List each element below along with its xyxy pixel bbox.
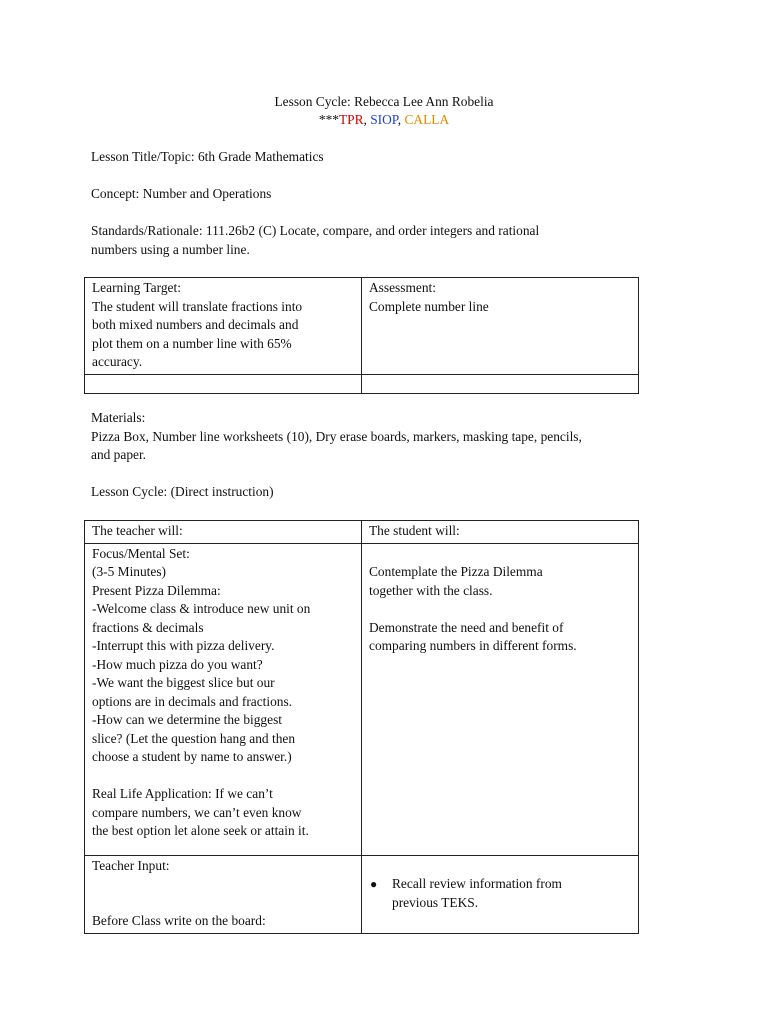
materials-label: Materials: xyxy=(91,410,146,425)
focus-text: -How much pizza do you want? xyxy=(92,656,263,672)
student-demo-text: comparing numbers in different forms. xyxy=(369,638,577,653)
focus-text: Focus/Mental Set: xyxy=(92,545,190,561)
learning-target-text: The student will translate fractions into xyxy=(92,298,303,314)
table-row xyxy=(85,855,639,933)
focus-text: options are in decimals and fractions. xyxy=(92,693,293,709)
student-input-cell xyxy=(362,855,639,933)
table-row xyxy=(85,543,639,855)
learning-target-text: both mixed numbers and decimals and xyxy=(92,317,299,332)
materials xyxy=(91,409,691,465)
column-header-teacher: The teacher will: xyxy=(85,521,362,544)
teacher-input-cell xyxy=(85,855,362,933)
student-focus-text: together with the class. xyxy=(369,582,493,598)
assessment-label: Assessment: xyxy=(369,280,436,295)
bullet-text xyxy=(392,875,562,912)
student-input-text: previous TEKS. xyxy=(392,894,479,910)
student-input-text: Recall review information from xyxy=(392,876,562,891)
tag-siop: SIOP xyxy=(370,112,398,127)
standards-line: Standards/Rationale: 111.26b2 (C) Locate, compare, and order integers and rational xyxy=(91,223,540,238)
teacher-input-label: Teacher Input: xyxy=(92,857,170,873)
focus-text: -Welcome class & introduce new unit on xyxy=(92,601,311,616)
spacer xyxy=(92,894,354,913)
focus-text: -We want the biggest slice but our xyxy=(92,675,275,690)
tag-separator: , xyxy=(397,112,405,127)
real-life-text: Real Life Application: If we can’t xyxy=(92,786,273,801)
tag-tpr: TPR xyxy=(338,112,364,127)
focus-text: slice? (Let the question hang and then xyxy=(92,730,296,746)
column-header-student: The student will: xyxy=(362,521,639,544)
spacer xyxy=(369,600,631,619)
materials-text: and paper. xyxy=(91,447,147,462)
table-row xyxy=(85,374,639,393)
bullet-item xyxy=(369,875,631,912)
student-focus-text: Contemplate the Pizza Dilemma xyxy=(369,564,543,579)
focus-text: -How can we determine the biggest xyxy=(92,712,283,727)
spacer xyxy=(369,545,631,564)
spacer xyxy=(92,767,354,786)
teacher-focus-cell xyxy=(85,543,362,855)
learning-target-text: accuracy. xyxy=(92,354,143,369)
focus-text: (3-5 Minutes) xyxy=(92,564,167,579)
tag-separator: , xyxy=(363,112,371,127)
standards-line: numbers using a number line. xyxy=(91,241,250,257)
learning-target-label: Learning Target: xyxy=(92,280,181,295)
real-life-text: compare numbers, we can’t even know xyxy=(92,804,302,820)
focus-text: choose a student by name to answer.) xyxy=(92,749,292,764)
spacer xyxy=(92,875,354,894)
before-class-text: Before Class write on the board: xyxy=(92,913,266,928)
learning-target-text: plot them on a number line with 65% xyxy=(92,335,292,351)
empty-cell xyxy=(362,374,639,393)
spacer xyxy=(369,857,631,876)
focus-text: -Interrupt this with pizza delivery. xyxy=(92,638,275,653)
lesson-cycle-heading: Lesson Cycle: (Direct instruction) xyxy=(91,484,274,499)
student-focus-cell xyxy=(362,543,639,855)
table-row xyxy=(85,278,639,375)
tags-prefix: *** xyxy=(318,112,339,127)
assessment-text: Complete number line xyxy=(369,298,489,314)
student-demo-text: Demonstrate the need and benefit of xyxy=(369,619,564,635)
empty-cell xyxy=(85,374,362,393)
assessment-cell xyxy=(362,278,639,375)
document-title: Lesson Cycle: Rebecca Lee Ann Robelia xyxy=(274,94,494,109)
lesson-cycle-table xyxy=(84,520,639,934)
focus-text: Present Pizza Dilemma: xyxy=(92,582,221,598)
bullet-icon: ● xyxy=(370,877,378,891)
tag-calla: CALLA xyxy=(404,112,450,127)
learning-target-cell xyxy=(85,278,362,375)
standards xyxy=(91,222,671,259)
materials-text: Pizza Box, Number line worksheets (10), Dry erase boards, markers, masking tape, pencils, xyxy=(91,428,582,444)
lesson-title: Lesson Title/Topic: 6th Grade Mathematics xyxy=(91,149,324,164)
method-tags xyxy=(0,111,768,130)
target-table xyxy=(84,277,639,394)
concept: Concept: Number and Operations xyxy=(91,186,272,201)
focus-text: fractions & decimals xyxy=(92,619,204,635)
real-life-text: the best option let alone seek or attain it. xyxy=(92,823,309,838)
table-row xyxy=(85,521,639,544)
